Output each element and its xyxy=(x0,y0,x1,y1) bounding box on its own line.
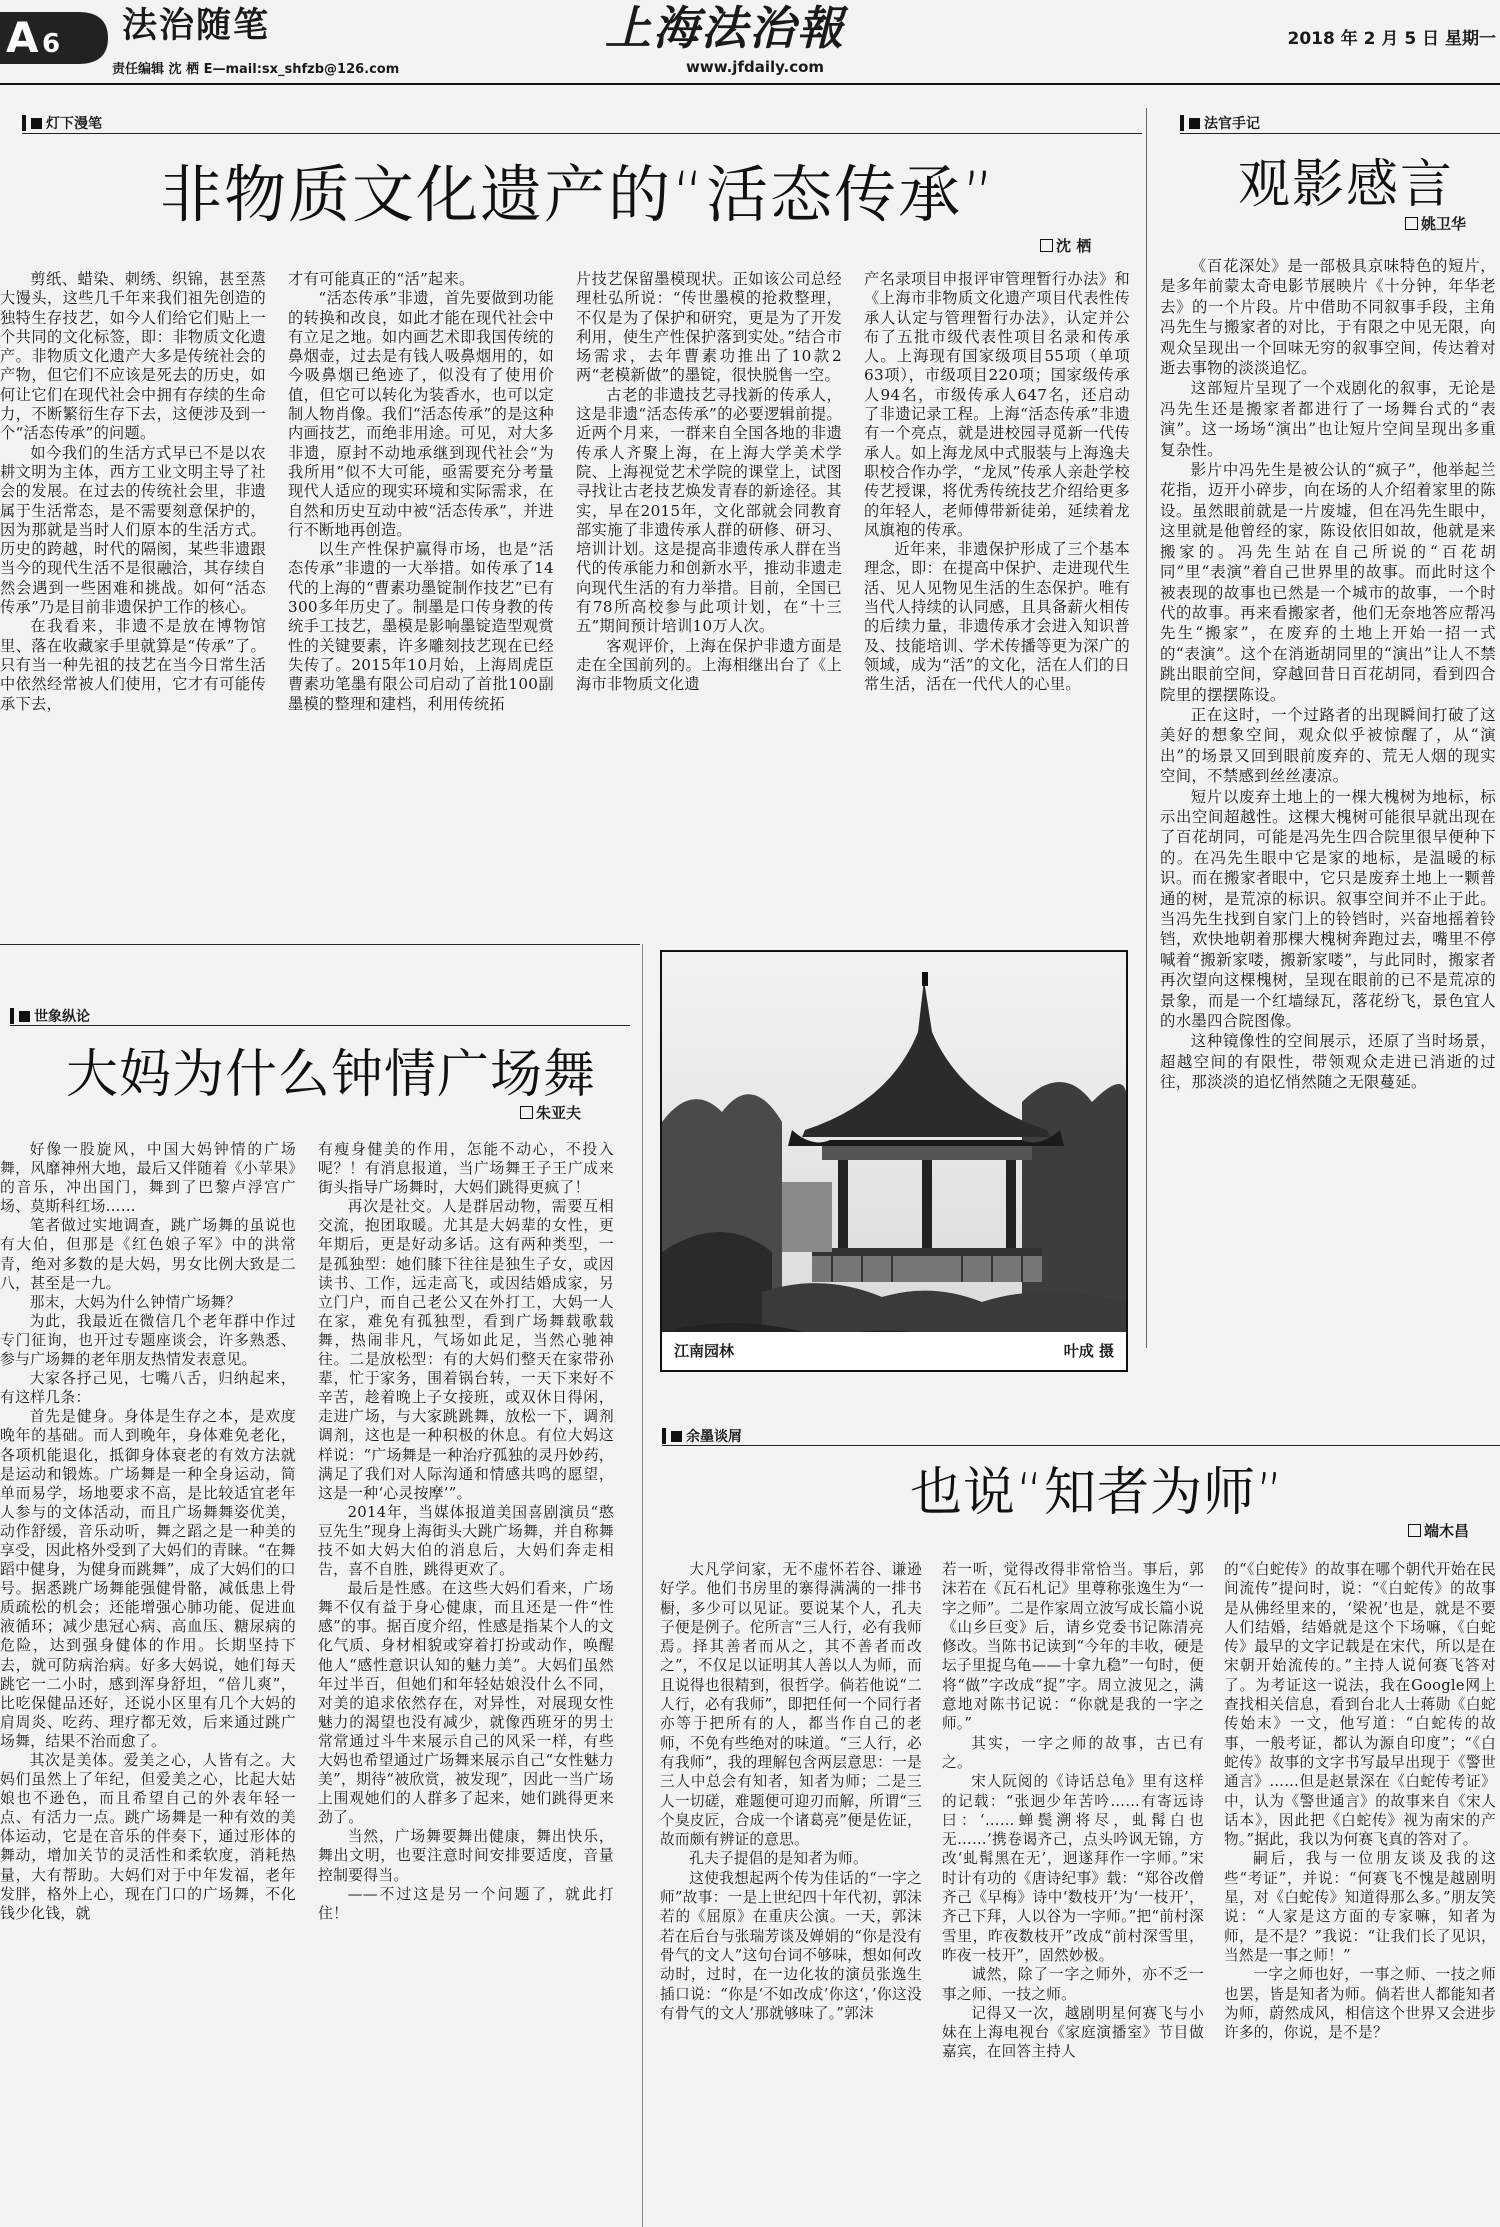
masthead-rule xyxy=(0,83,1500,85)
article2-text xyxy=(1160,256,1496,1341)
section-label-2 xyxy=(1180,113,1260,133)
paragraph: 近年来，非遗保护形成了三个基本理念，即：在提高中保护、走进现代生活、见人见物见生活的生态保护。唯有当代人持续的认同感，且具备薪火相传的后续力量，非遗传承才会进入知识普及、技能培训、学术传播等更为深广的领域，成为“活”的文化，活在人们的日常生活，活在一代代人的心里。 xyxy=(864,540,1130,694)
paragraph: 记得又一次，越剧明星何赛飞与小妹在上海电视台《家庭演播室》节目做嘉宾，在回答主持人 xyxy=(942,2004,1204,2061)
byline-box-icon xyxy=(520,1106,533,1119)
byline-box-icon xyxy=(1040,239,1053,252)
paper-name: 上海法治報 xyxy=(605,1,845,55)
paragraph: 笔者做过实地调查，跳广场舞的虽说也有大伯，但那是《红色娘子军》中的洪常青，绝对多数的是大妈，男女比例大致是二八，甚至是一九。 xyxy=(0,1217,296,1292)
paragraph: 好像一股旋风，中国大妈钟情的广场舞，风靡神州大地，最后又伴随着《小苹果》的音乐，冲出国门，舞到了巴黎卢浮宫广场、莫斯科红场…… xyxy=(0,1141,296,1216)
paragraph: 这部短片呈现了一个戏剧化的叙事，无论是冯先生还是搬家者都进行了一场舞台式的“表演”。这一场场“演出”也让短片空间呈现出多重复杂性。 xyxy=(1160,379,1496,459)
section-bar-icon xyxy=(662,1428,666,1444)
photo-caption-right: 叶成 摄 xyxy=(1063,1342,1114,1360)
paragraph: 2014年，当媒体报道美国喜剧演员“憨豆先生”现身上海街头大跳广场舞，并自称舞技不如大妈大伯的消息后，大妈们奔走相告，喜不自胜，跳得更欢了。 xyxy=(318,1503,614,1579)
paragraph: 嗣后，我与一位朋友谈及我的这些“考证”，并说：“何赛飞不愧是越剧明星，对《白蛇传》知道得那么多。”朋友笑说：“人家是这方面的专家嘛，知者为师，是不是？”我说：“让我们长了见识，当然是一事之师！” xyxy=(1224,1850,1496,1964)
photo-frame xyxy=(660,950,1128,1372)
photo-caption-left: 江南园林 xyxy=(674,1342,735,1360)
page-badge xyxy=(0,2,118,64)
paragraph: 其实，一字之师的故事，古已有之。 xyxy=(942,1734,1204,1771)
paragraph: 为此，我最近在微信几个老年群中作过专门征询，也开过专题座谈会，许多熟悉、参与广场舞的老年朋友热情发表意见。 xyxy=(0,1312,296,1369)
paragraph: 大家各抒己见，七嘴八舌，归纳起来，有这样几条： xyxy=(0,1370,296,1407)
section-square-icon xyxy=(1189,118,1200,129)
paragraph: 这使我想起两个传为佳话的“一字之师”故事：一是上世纪四十年代初，郭沫若的《屈原》在重庆公演。一天，郭沫若在后台与张瑞芳谈及婵娟的“你是没有骨气的文人”这句台词不够味，想如何改动时，过时，在一边化妆的演员张逸生插口说：“你是‘不如改成’你这‘，’你这没有骨气的文人’那就够味了。”郭沫 xyxy=(660,1869,922,2022)
byline-name: 沈 栖 xyxy=(1056,237,1092,255)
paragraph: 在我看来，非遗不是放在博物馆里、落在收藏家手里就算是“传承”了。只有当一种先祖的技艺在当今日常生活中依然经常被人们使用，它才有可能传承下去， xyxy=(0,617,266,713)
paragraph: 大凡学问家，无不虚怀若谷、谦逊好学。他们书房里的寨得满满的一排书橱，多少可以见证。要说某个人，孔夫子便是例子。佗所言“三人行，必有我师焉。择其善者而从之，其不善者而改之”，不仅足以证明其人善以人为师，而且说得也很精到，很哲学。倘若他说“二人行，必有我师”，即把任何一个同行者亦等于把所有的人，都当作自己的老师，不免有些绝对的味道。“三人行，必有我师”，我的理解包含两层意思：一是三人中总会有知者，知者为师；二是三人一切磋，难题便可迎刃而解，所谓“三个臭皮匠，合成一个诸葛亮”便是佐证，故而颇有辨证的意思。 xyxy=(660,1561,922,1849)
paragraph: 的“《白蛇传》的故事在哪个朝代开始在民间流传”提问时，说：“《白蛇传》的故事是从佛经里来的，‘梁祝’也是，就是不要人们结婚，结婚就是这个下场嘛，《白蛇传》最早的文字记载是在宋代，所以是在宋朝开始流传的。”主持人说何赛飞答对了。为考证这一说法，我在Google网上查找相关信息，看到台北人士蒋勋《白蛇传始末》一文，他写道：“白蛇传的故事，一般考证，都认为源自印度”；“《白蛇传》故事的文字书写最早出现于《警世通言》……但是赵景深在《白蛇传考证》中，认为《警世通言》的故事来自《宋人话本》，因此把《白蛇传》视为南宋的产物。”据此，我以为何赛飞真的答对了。 xyxy=(1224,1561,1496,1849)
article3-byline xyxy=(520,1102,581,1123)
article4-title: 也说“知者为师” xyxy=(910,1463,1284,1523)
article3-column-1 xyxy=(0,1140,296,2225)
byline-box-icon xyxy=(1405,217,1418,230)
section-square-icon xyxy=(31,118,42,129)
paragraph: 当然，广场舞要舞出健康，舞出快乐，舞出文明，也要注意时间安排要适度，音量控制要得当。 xyxy=(318,1828,614,1884)
website: www.jfdaily.com xyxy=(686,58,825,76)
article3-title: 大妈为什么钟情广场舞 xyxy=(66,1045,597,1105)
column-divider xyxy=(1146,108,1147,1348)
paragraph: 孔夫子提倡的是知者为师。 xyxy=(689,1850,868,1868)
issue-date: 2018 年 2 月 5 日 星期一 xyxy=(1287,29,1496,49)
section-label-1 xyxy=(22,113,102,133)
section-name: 灯下漫笔 xyxy=(46,116,102,132)
paragraph: 才有可能真正的“活”起来。 xyxy=(288,270,475,288)
section-title: 法治随笔 xyxy=(122,6,271,46)
section-square-icon xyxy=(671,1431,682,1442)
paragraph: 一字之师也好，一事之师、一技之师也罢，皆是知者为师。倘若世人都能知者为师，蔚然成风，相信这个世界又会进步许多的，你说，是不是？ xyxy=(1224,1966,1496,2042)
byline-name: 朱亚夫 xyxy=(536,1104,582,1122)
paragraph: 古老的非遗技艺寻找新的传承人，这是非遗“活态传承”的必要逻辑前提。近两个月来，一群来自全国各地的非遗传承人齐聚上海，在上海大学美术学院、上海视觉艺术学院的课堂上，试图寻找让古老技艺焕发青春的新途径。其实，早在2015年，文化部就会同教育部实施了非遗传承人群的研修、研习、培训计划。这是提高非遗传承人群在当代的传承能力和创新水平，推动非遗走向现代生活的有力举措。目前，全国已有78所高校参与此项计划，在“十三五”期间预计培训10万人次。 xyxy=(576,385,842,636)
paragraph: ——不过这是另一个问题了，就此打住！ xyxy=(318,1885,614,1922)
paragraph: 客观评价，上海在保护非遗方面是走在全国前列的。上海相继出台了《上海市非物质文化遗 xyxy=(576,636,842,694)
paragraph: 如今我们的生活方式早已不是以农耕文明为主体，西方工业文明主导了社会的发展。在过去的传统社会里，非遗属于生活常态，是不需要刻意保护的，因为那就是当时人们原本的生活方式。历史的跨越，时代的隔阂，某些非遗跟当今的现代生活不是很融洽，其存续自然会遇到一些困难和挑战。如何“活态传承”乃是目前非遗保护工作的核心。 xyxy=(0,443,266,617)
article1-column-4 xyxy=(864,270,1130,940)
article1-column-1 xyxy=(0,270,266,940)
article4-column-3 xyxy=(1224,1560,1496,2226)
article3-column-2 xyxy=(318,1140,614,2225)
article1-column-2 xyxy=(288,270,554,940)
article1-title: 非物质文化遗产的“活态传承” xyxy=(160,158,997,231)
section-rule-3 xyxy=(10,1025,630,1026)
pavilion-photo xyxy=(662,952,1126,1370)
section-square-icon xyxy=(19,1011,30,1022)
paragraph: 片技艺保留墨模现状。正如该公司总经理杜弘所说：“传世墨模的抢救整理，不仅是为了保护和研究，更是为了开发利用，使生产性保护落到实处。”结合市场需求，去年曹素功推出了10款2两“老模新做”的墨锭，很快脱售一空。 xyxy=(576,270,842,385)
article3-top-rule xyxy=(0,944,640,945)
page-number: 6 xyxy=(42,29,61,59)
section-rule-1 xyxy=(22,133,1142,134)
article1-byline xyxy=(1040,235,1091,256)
section-bar-icon xyxy=(1180,115,1184,131)
section-label-3 xyxy=(10,1006,90,1026)
paragraph: 诚然，除了一字之师外，亦不乏一事之师、一技之师。 xyxy=(942,1966,1204,2003)
paragraph: 以生产性保护赢得市场，也是“活态传承”非遗的一大举措。如传承了14代的上海的“曹素功墨锭制作技艺”已有300多年历史了。制墨是口传身教的传统手工技艺，墨模是影响墨锭造型观赏性的关键要素，许多雕刻技艺现在已经失传了。2015年10月始，上海周虎臣曹素功笔墨有限公司启动了首批100副墨模的整理和建档，利用传统拓 xyxy=(288,540,554,713)
paragraph: 正在这时，一个过路者的出现瞬间打破了这美好的想象空间，观众似乎被惊醒了，从“演出”的场景又回到眼前废弃的、荒无人烟的现实空间，不禁感到丝丝凄凉。 xyxy=(1160,705,1496,786)
paragraph: 剪纸、蜡染、刺绣、织锦，甚至蒸大馒头，这些几千年来我们祖先创造的独特生存技艺，如今人们给它们贴上一个共同的文化标签，即：非物质文化遗产。非物质文化遗产大多是传统社会的产物，但它们不应该是死去的历史，如何让它们在现代社会中拥有存续的生命力，不断繁衍生存下去，这便涉及到一个“活态传承”的问题。 xyxy=(0,270,266,443)
article4-column-1 xyxy=(660,1560,922,2226)
article3-divider xyxy=(642,944,643,2227)
paragraph: 产名录项目申报评审管理暂行办法》和《上海市非物质文化遗产项目代表性传承人认定与管理暂行办法》，认定并公布了五批市级代表性项目名录和传承人。上海现有国家级项目55项（单项63项），市级项目220项；国家级传承人94名，市级传承人647名，还启动了非遗记录工程。上海“活态传承”非遗有一个亮点，就是进校园寻觅新一代传承人。如上海龙凤中式服装与上海逸夫职校合作办学，“龙凤”传承人亲赴学校传艺授课，将优秀传统技艺介绍给更多的年轻人，老师傅带新徒弟，延续着龙凤旗袍的传承。 xyxy=(864,270,1130,539)
section-rule-2 xyxy=(1180,133,1500,134)
article2-byline xyxy=(1405,213,1466,234)
section-bar-icon xyxy=(22,115,26,131)
paragraph: 短片以废弃土地上的一棵大槐树为地标，标示出空间超越性。这棵大槐树可能很早就出现在了百花胡同，可能是冯先生四合院里很早便种下的。在冯先生眼中它是家的地标，是温暖的标识。而在搬家者眼中，它只是废弃土地上一颗普通的树，是荒凉的标识。叙事空间并不止于此。当冯先生找到自家门上的铃铛时，兴奋地摇着铃铛，欢快地朝着那棵大槐树奔跑过去，嘴里不停喊着“搬新家喽，搬新家喽”，与此同时，搬家者再次望向这棵槐树，呈现在眼前的已不是荒凉的景象，而是一个红墙绿瓦，落花纷飞，景色宜人的水墨四合院图像。 xyxy=(1160,787,1496,1031)
article4-column-2 xyxy=(942,1560,1204,2226)
editor-line: 责任编辑 沈 栖 E—mail:sx_shfzb@126.com xyxy=(112,62,400,77)
section-label-4 xyxy=(662,1426,742,1446)
paragraph: 这种镜像性的空间展示，还原了当时场景，超越空间的有限性，带领观众走进已消逝的过往，那淡淡的追忆悄然随之无限蔓延。 xyxy=(1160,1032,1496,1092)
paragraph: 有瘦身健美的作用，怎能不动心，不投入呢？！有消息报道，当广场舞王子王广成来街头指导广场舞时，大妈们跳得更疯了！ xyxy=(318,1141,614,1197)
paragraph: 首先是健身。身体是生存之本，是欢度晚年的基础。而人到晚年，身体难免老化，各项机能退化，抵御身体衰老的有效方法就是运动和锻炼。广场舞是一种全身运动，简单而易学，场地要求不高，是比较适宜老年人参与的文体活动，而且广场舞舞姿优美，动作舒缓，音乐动听，舞之蹈之是一种美的享受，因此格外受到了大妈们的青睐。“在舞蹈中健身，为健身而跳舞”，成了大妈们的口号。据悉跳广场舞能强健骨骼，减低患上骨质疏松的机会；还能增强心肺功能、促进血液循环；减少患冠心病、高血压、糖尿病的危险，达到强身健体的作用。长期坚持下去，就可防病治病。好多大妈说，她们每天跳它一二小时，感到浑身舒坦，“倍儿爽”，比吃保健品还好，还说小区里有几个大妈的肩周炎、吃药、理疗都无效，后来通过跳广场舞，结果不治而愈了。 xyxy=(0,1408,296,1750)
paragraph: “活态传承”非遗，首先要做到功能的转换和改良，如此才能在现代社会中有立足之地。如内画艺术即我国传统的鼻烟壶，过去是有钱人吸鼻烟用的，如今吸鼻烟已绝迹了，似没有了使用价值，但它可以转化为装香水，也可以定制人物肖像。我们“活态传承”的是这种内画技艺，而绝非用途。可见，对大多非遗，原封不动地承继到现代社会“为我所用”似不大可能，亟需要充分考量现代人适应的现实环境和实际需求，在自然和历史互动中被“活态传承”，并进行不断地再创造。 xyxy=(288,289,554,539)
section-name: 世象纵论 xyxy=(34,1009,90,1025)
article2-title: 观影感言 xyxy=(1238,155,1455,215)
byline-name: 端木昌 xyxy=(1424,1522,1470,1540)
section-name: 余墨谈屑 xyxy=(686,1429,742,1445)
article1-column-3 xyxy=(576,270,842,940)
paragraph: 《百花深处》是一部极具京味特色的短片，是多年前蒙太奇电影节展映片《十分钟，年华老去》的一个片段。片中借助不同叙事手段，主角冯先生与搬家者的对比，于有限之中见无限，向观众呈现出一个回味无穷的叙事空间，传达着对逝去事物的淡淡追忆。 xyxy=(1160,257,1496,378)
paragraph: 其次是美体。爱美之心，人皆有之。大妈们虽然上了年纪，但爱美之心，比起大姑娘也不逊色，而且希望自己的外表年轻一点、有活力一点。跳广场舞是一种有效的美体运动，它是在音乐的伴奏下，通过形体的舞动，增加关节的灵活性和柔软度，消耗热量，大有帮助。大妈们对于中年发福，老年发胖，格外上心，现在门口的广场舞，不化钱少化钱，就 xyxy=(0,1752,296,1922)
article4-byline xyxy=(1408,1520,1469,1541)
section-name: 法官手记 xyxy=(1204,116,1260,132)
paragraph: 那末，大妈为什么钟情广场舞？ xyxy=(29,1293,241,1311)
section-rule-4 xyxy=(662,1445,1500,1446)
paragraph: 若一听，觉得改得非常恰当。事后，郭沫若在《瓦石札记》里尊称张逸生为“一字之师”。二是作家周立波写成长篇小说《山乡巨变》后，请乡党委书记陈清亮修改。当陈书记读到“今年的丰收，硬是坛子里捉乌龟——十拿九稳”一句时，便将“做”字改成“捉”字。周立波见之，满意地对陈书记说：“你就是我的一字之师。” xyxy=(942,1561,1204,1733)
byline-name: 姚卫华 xyxy=(1421,215,1467,233)
page-letter: A xyxy=(6,13,39,62)
byline-box-icon xyxy=(1408,1524,1421,1537)
section-bar-icon xyxy=(10,1008,14,1024)
paragraph: 影片中冯先生是被公认的“疯子”，他举起兰花指，迈开小碎步，向在场的人介绍着家里的陈设。虽然眼前就是一片废墟，但在冯先生眼中，这里就是他曾经的家，陈设依旧如故，他就是来搬家的。冯先生站在自己所说的“百花胡同”里“表演”着自己世界里的故事。而此时这个被表现的故事也已然是一个城市的故事，一个时代的故事。再来看搬家者，他们无奈地答应帮冯先生“搬家”，在废弃的土地上开始一招一式的“表演”。这个在消逝胡同里的“演出”让人不禁跳出眼前空间，穿越回昔日百花胡同，看到四合院里的摆摆陈设。 xyxy=(1160,461,1496,704)
paragraph: 再次是社交。人是群居动物，需要互相交流，抱团取暖。尤其是大妈辈的女性，更年期后，更是好动多话。这有两种类型，一是孤独型：她们膝下往往是独生子女，或因读书、工作，远走高飞，或因结婚成家，另立门户，而自己老公又在外打工，大妈一人在家，难免有孤独型，看到广场舞载歌载舞，热闹非凡，气场如此足，当然心驰神往。二是放松型：有的大妈们整天在家带孙辈，忙于家务，围着锅台转，一天下来好不辛苦，趁着晚上子女接班，或双休日得闲，走进广场，与大家跳跳舞，放松一下，调剂调剂，这也是一种积极的休息。有位大妈这样说：“广场舞是一种治疗孤独的灵丹妙药，满足了我们对人际沟通和情感共鸣的愿望，这是一种‘心灵按摩’”。 xyxy=(318,1198,614,1502)
paragraph: 宋人阮阅的《诗话总龟》里有这样的记载：“张迥少年苦吟……有寄远诗曰：‘……蝉鬓溯将尽，虬髯白也无……’携卷谒齐己，点头吟讽无锦，方改‘虬髯黑在无’，迥遂拜作一字师。”宋时计有功的《唐诗纪事》载：“郑谷改僧齐己《早梅》诗中‘数枝开’为‘一枝开’，齐己下拜，人以谷为一字师。”把“前村深雪里，昨夜数枝开”改成“前村深雪里，昨夜一枝开”，固然妙极。 xyxy=(942,1773,1204,1964)
paragraph: 最后是性感。在这些大妈们看来，广场舞不仅有益于身心健康，而且还是一件“性感”的事。据百度介绍，性感是指某个人的文化气质、身材相貌或穿着打扮或动作，唤醒他人“感性意识认知的魅力美”。大妈们虽然年过半百，但她们和年轻姑娘没什么不同，对美的追求依然存在，对异性，对展现女性魅力的渴望也没有减少，就像西班牙的男士常常通过斗牛来展示自己的风采一样，有些大妈也希望通过广场舞来展示自己“女性魅力美”，期待“被欣赏，被发现”，因此一当广场上围观她们的人群多了起来，她们跳得更来劲了。 xyxy=(318,1580,614,1827)
